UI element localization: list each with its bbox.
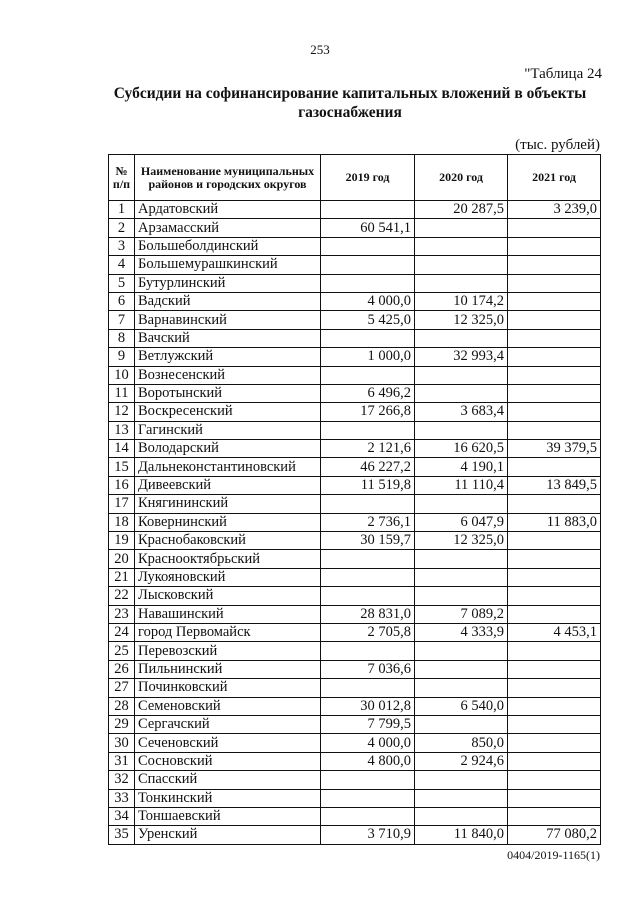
table-row [109, 256, 601, 274]
row-number: 3 [109, 237, 135, 255]
row-name: Княгининский [135, 495, 321, 513]
row-value-2021 [508, 660, 601, 678]
table-row [109, 568, 601, 586]
row-name: Большемурашкинский [135, 256, 321, 274]
row-value-2019 [321, 495, 415, 513]
row-value-2019: 4 000,0 [321, 292, 415, 310]
row-value-2019 [321, 366, 415, 384]
row-value-2021 [508, 605, 601, 623]
row-value-2019 [321, 807, 415, 825]
row-name: Володарский [135, 440, 321, 458]
header-num: № п/п [109, 155, 135, 201]
table-row [109, 807, 601, 825]
table-row [109, 550, 601, 568]
row-value-2020: 11 840,0 [415, 826, 508, 844]
row-value-2020: 6 540,0 [415, 697, 508, 715]
table-row [109, 623, 601, 641]
row-value-2019: 3 710,9 [321, 826, 415, 844]
row-name: Арзамасский [135, 219, 321, 237]
row-number: 32 [109, 771, 135, 789]
row-name: Дивеевский [135, 476, 321, 494]
row-name: Вознесенский [135, 366, 321, 384]
row-value-2020: 10 174,2 [415, 292, 508, 310]
row-value-2021 [508, 697, 601, 715]
row-number: 35 [109, 826, 135, 844]
row-number: 13 [109, 421, 135, 439]
row-name: Вадский [135, 292, 321, 310]
row-value-2020 [415, 715, 508, 733]
row-number: 23 [109, 605, 135, 623]
row-value-2021 [508, 495, 601, 513]
row-value-2020 [415, 807, 508, 825]
table-row [109, 513, 601, 531]
table-row [109, 697, 601, 715]
table-row [109, 384, 601, 402]
row-number: 8 [109, 329, 135, 347]
row-value-2020 [415, 587, 508, 605]
table-label: "Таблица 24 [524, 66, 602, 82]
row-value-2019 [321, 201, 415, 219]
row-value-2019: 30 012,8 [321, 697, 415, 715]
row-value-2020: 32 993,4 [415, 348, 508, 366]
row-value-2020: 4 333,9 [415, 623, 508, 641]
row-value-2019: 46 227,2 [321, 458, 415, 476]
row-value-2020: 3 683,4 [415, 403, 508, 421]
table-row [109, 403, 601, 421]
header-name: Наименование муниципальных районов и городских округов [135, 155, 321, 201]
row-number: 26 [109, 660, 135, 678]
row-value-2021 [508, 807, 601, 825]
row-number: 25 [109, 642, 135, 660]
row-value-2021 [508, 219, 601, 237]
subsidies-table [108, 154, 601, 845]
table-row [109, 311, 601, 329]
row-value-2021 [508, 715, 601, 733]
row-number: 9 [109, 348, 135, 366]
row-name: Краснооктябрьский [135, 550, 321, 568]
row-name: Ковернинский [135, 513, 321, 531]
table-row [109, 292, 601, 310]
row-name: Пильнинский [135, 660, 321, 678]
table-body [109, 201, 601, 845]
row-value-2019 [321, 329, 415, 347]
table-row [109, 421, 601, 439]
table-row [109, 826, 601, 844]
row-value-2021 [508, 348, 601, 366]
page-number: 253 [310, 42, 330, 57]
row-name: Семеновский [135, 697, 321, 715]
row-number: 5 [109, 274, 135, 292]
row-number: 11 [109, 384, 135, 402]
row-name: Бутурлинский [135, 274, 321, 292]
row-value-2020 [415, 219, 508, 237]
table-row [109, 237, 601, 255]
row-name: Уренский [135, 826, 321, 844]
row-number: 33 [109, 789, 135, 807]
row-value-2021 [508, 734, 601, 752]
row-number: 29 [109, 715, 135, 733]
row-name: Перевозский [135, 642, 321, 660]
row-value-2020: 12 325,0 [415, 311, 508, 329]
row-value-2020: 6 047,9 [415, 513, 508, 531]
table-row [109, 348, 601, 366]
table-row [109, 458, 601, 476]
row-value-2020 [415, 237, 508, 255]
table-row [109, 605, 601, 623]
row-value-2019 [321, 679, 415, 697]
row-value-2019: 2 736,1 [321, 513, 415, 531]
row-value-2021 [508, 366, 601, 384]
row-value-2020: 12 325,0 [415, 532, 508, 550]
table-row [109, 329, 601, 347]
row-name: город Первомайск [135, 623, 321, 641]
row-number: 24 [109, 623, 135, 641]
row-value-2021 [508, 789, 601, 807]
table-row [109, 679, 601, 697]
row-value-2020 [415, 495, 508, 513]
table-row [109, 734, 601, 752]
row-value-2021 [508, 532, 601, 550]
row-number: 2 [109, 219, 135, 237]
row-number: 34 [109, 807, 135, 825]
row-value-2020: 20 287,5 [415, 201, 508, 219]
table-row [109, 660, 601, 678]
row-value-2021 [508, 237, 601, 255]
row-value-2021 [508, 421, 601, 439]
row-value-2021 [508, 384, 601, 402]
row-value-2021 [508, 568, 601, 586]
row-number: 20 [109, 550, 135, 568]
table-row [109, 789, 601, 807]
row-value-2019: 30 159,7 [321, 532, 415, 550]
row-value-2020 [415, 642, 508, 660]
row-number: 16 [109, 476, 135, 494]
table-row [109, 587, 601, 605]
row-value-2021 [508, 679, 601, 697]
row-value-2019 [321, 568, 415, 586]
row-value-2019 [321, 421, 415, 439]
row-name: Сосновский [135, 752, 321, 770]
row-number: 18 [109, 513, 135, 531]
row-number: 27 [109, 679, 135, 697]
row-value-2019: 60 541,1 [321, 219, 415, 237]
row-value-2019 [321, 587, 415, 605]
row-value-2021 [508, 311, 601, 329]
row-name: Гагинский [135, 421, 321, 439]
row-value-2020: 2 924,6 [415, 752, 508, 770]
row-value-2019: 28 831,0 [321, 605, 415, 623]
row-number: 7 [109, 311, 135, 329]
row-value-2019: 11 519,8 [321, 476, 415, 494]
row-name: Дальнеконстантиновский [135, 458, 321, 476]
row-value-2019: 7 036,6 [321, 660, 415, 678]
row-value-2019 [321, 642, 415, 660]
row-value-2020 [415, 421, 508, 439]
row-name: Воротынский [135, 384, 321, 402]
row-number: 19 [109, 532, 135, 550]
units-label: (тыс. рублей) [515, 137, 600, 153]
row-value-2019: 5 425,0 [321, 311, 415, 329]
document-code: 0404/2019-1165(1) [507, 848, 600, 862]
row-value-2021: 13 849,5 [508, 476, 601, 494]
row-number: 1 [109, 201, 135, 219]
row-value-2019: 2 121,6 [321, 440, 415, 458]
row-value-2019: 6 496,2 [321, 384, 415, 402]
row-name: Спасский [135, 771, 321, 789]
row-name: Варнавинский [135, 311, 321, 329]
row-number: 31 [109, 752, 135, 770]
row-number: 6 [109, 292, 135, 310]
table-row [109, 642, 601, 660]
row-value-2019: 7 799,5 [321, 715, 415, 733]
table-row [109, 366, 601, 384]
row-value-2020 [415, 274, 508, 292]
row-value-2019 [321, 550, 415, 568]
row-value-2021 [508, 256, 601, 274]
table-row [109, 752, 601, 770]
row-name: Большеболдинский [135, 237, 321, 255]
row-value-2020: 16 620,5 [415, 440, 508, 458]
row-value-2020 [415, 568, 508, 586]
row-number: 15 [109, 458, 135, 476]
row-value-2019: 1 000,0 [321, 348, 415, 366]
row-value-2020 [415, 366, 508, 384]
row-value-2020 [415, 329, 508, 347]
row-value-2021: 77 080,2 [508, 826, 601, 844]
row-name: Воскресенский [135, 403, 321, 421]
row-name: Вачский [135, 329, 321, 347]
row-value-2021 [508, 752, 601, 770]
header-2021: 2021 год [508, 155, 601, 201]
row-value-2020: 850,0 [415, 734, 508, 752]
row-name: Тонкинский [135, 789, 321, 807]
table-row [109, 440, 601, 458]
row-value-2021 [508, 458, 601, 476]
row-value-2021 [508, 587, 601, 605]
row-value-2021 [508, 403, 601, 421]
row-value-2019 [321, 789, 415, 807]
table-row [109, 532, 601, 550]
row-number: 22 [109, 587, 135, 605]
row-name: Сеченовский [135, 734, 321, 752]
table-row [109, 219, 601, 237]
row-value-2019 [321, 274, 415, 292]
row-name: Ардатовский [135, 201, 321, 219]
row-value-2021 [508, 642, 601, 660]
row-value-2020 [415, 384, 508, 402]
row-name: Лысковский [135, 587, 321, 605]
row-name: Навашинский [135, 605, 321, 623]
row-number: 21 [109, 568, 135, 586]
table-row [109, 495, 601, 513]
row-name: Лукояновский [135, 568, 321, 586]
table-row [109, 476, 601, 494]
row-value-2020 [415, 771, 508, 789]
row-value-2019: 4 000,0 [321, 734, 415, 752]
document-title: Субсидии на софинансирование капитальных вложений в объекты газоснабжения [113, 85, 587, 121]
row-value-2021 [508, 550, 601, 568]
row-value-2020: 11 110,4 [415, 476, 508, 494]
row-value-2019: 17 266,8 [321, 403, 415, 421]
row-number: 28 [109, 697, 135, 715]
row-value-2021: 4 453,1 [508, 623, 601, 641]
row-value-2020 [415, 660, 508, 678]
row-value-2021: 39 379,5 [508, 440, 601, 458]
header-2019: 2019 год [321, 155, 415, 201]
row-value-2019 [321, 237, 415, 255]
row-value-2019 [321, 256, 415, 274]
row-value-2020 [415, 550, 508, 568]
row-value-2019 [321, 771, 415, 789]
row-value-2019: 2 705,8 [321, 623, 415, 641]
row-value-2020: 7 089,2 [415, 605, 508, 623]
row-value-2019: 4 800,0 [321, 752, 415, 770]
row-number: 12 [109, 403, 135, 421]
header-2020: 2020 год [415, 155, 508, 201]
row-value-2020 [415, 679, 508, 697]
row-value-2021 [508, 292, 601, 310]
row-value-2021: 3 239,0 [508, 201, 601, 219]
row-value-2020 [415, 256, 508, 274]
row-value-2020: 4 190,1 [415, 458, 508, 476]
row-number: 30 [109, 734, 135, 752]
table-row [109, 274, 601, 292]
row-value-2021: 11 883,0 [508, 513, 601, 531]
row-number: 17 [109, 495, 135, 513]
table-header-row [109, 155, 601, 201]
row-name: Ветлужский [135, 348, 321, 366]
row-value-2020 [415, 789, 508, 807]
row-name: Тоншаевский [135, 807, 321, 825]
table-row [109, 715, 601, 733]
row-value-2021 [508, 274, 601, 292]
row-name: Сергачский [135, 715, 321, 733]
table-row [109, 201, 601, 219]
row-name: Краснобаковский [135, 532, 321, 550]
row-number: 10 [109, 366, 135, 384]
row-number: 4 [109, 256, 135, 274]
row-name: Починковский [135, 679, 321, 697]
row-value-2021 [508, 771, 601, 789]
table-row [109, 771, 601, 789]
row-number: 14 [109, 440, 135, 458]
row-value-2021 [508, 329, 601, 347]
